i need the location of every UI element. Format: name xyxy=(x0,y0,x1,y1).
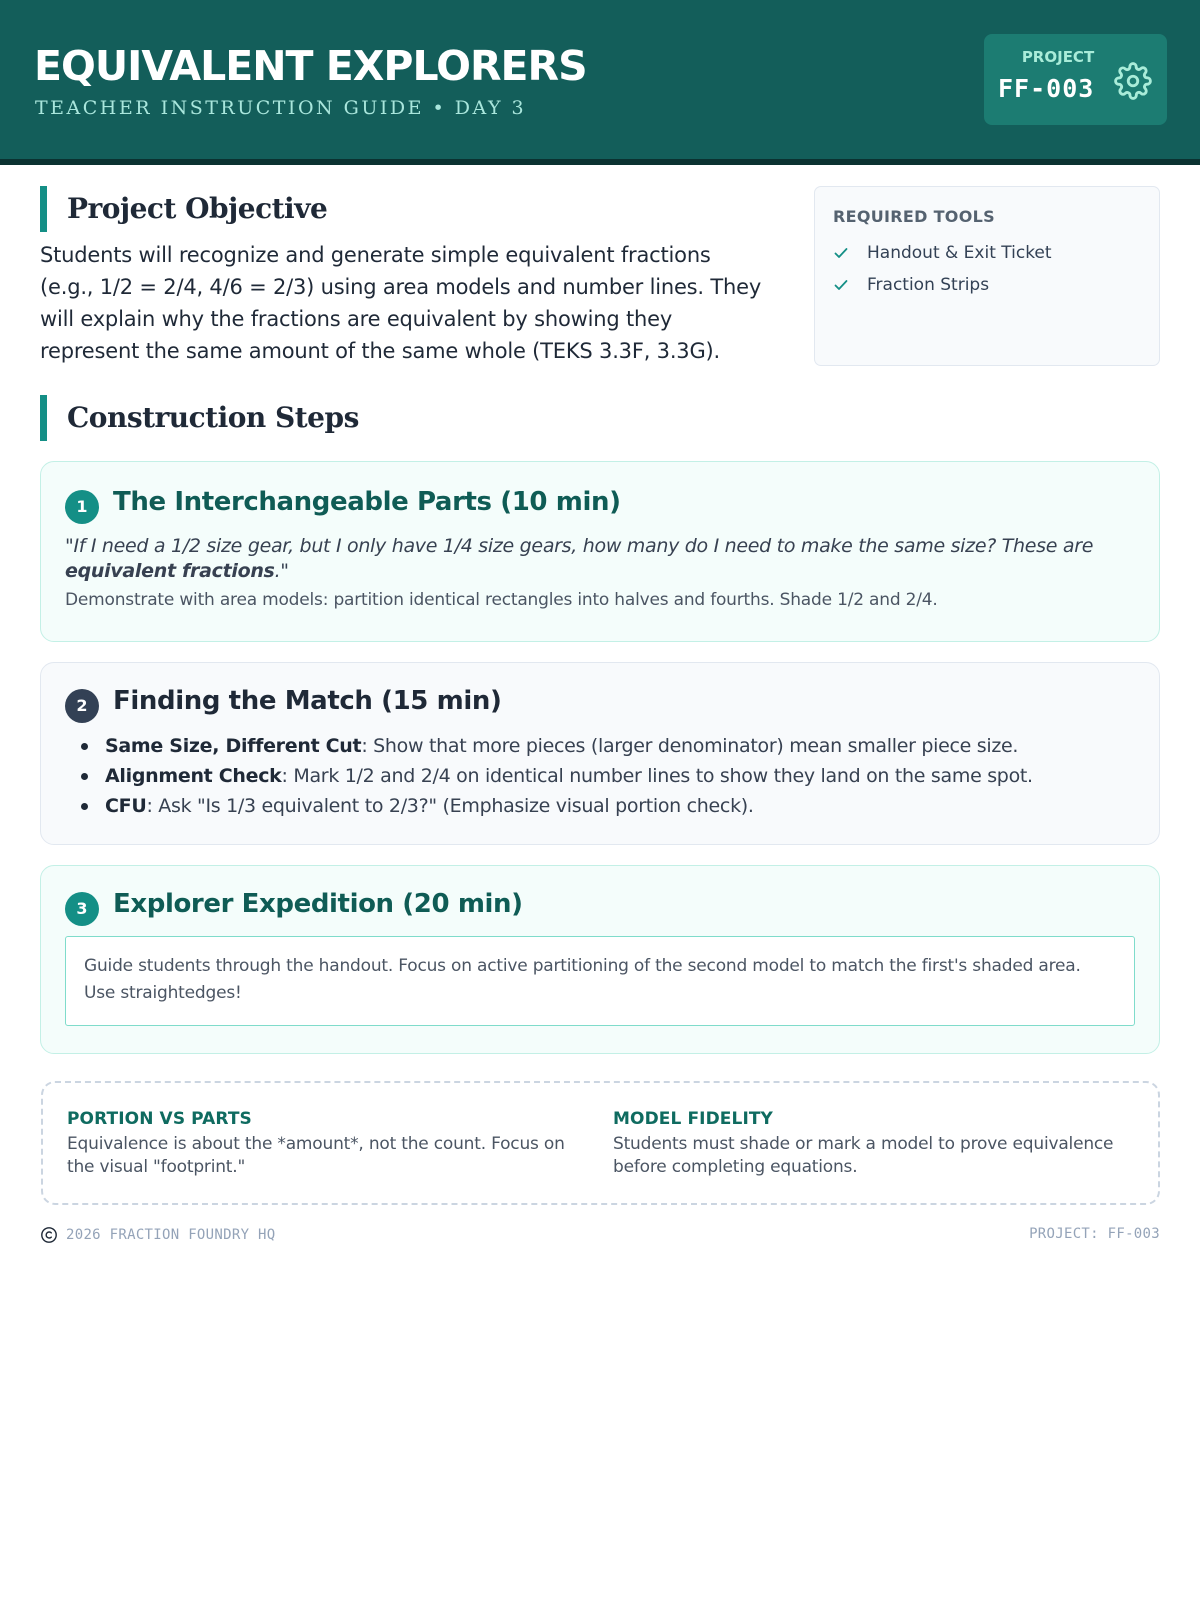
page-title: EQUIVALENT EXPLORERS xyxy=(34,42,587,90)
required-tools-title: REQUIRED TOOLS xyxy=(833,207,995,226)
required-tools-panel xyxy=(814,186,1160,366)
tool-label: Fraction Strips xyxy=(867,275,990,295)
step-number-badge: 3 xyxy=(65,892,99,926)
step-card-2 xyxy=(40,662,1160,845)
list-item xyxy=(105,761,1033,791)
step-card-3 xyxy=(40,865,1160,1054)
bullet-text: : Ask "Is 1/3 equivalent to 2/3?" (Emphasize visual portion check). xyxy=(146,795,754,817)
note-title: PORTION VS PARTS xyxy=(67,1109,252,1129)
bullet-term: CFU xyxy=(105,795,147,817)
check-icon xyxy=(833,277,849,293)
step-callout: Guide students through the handout. Focus on active partitioning of the second model to match the first's shaded area. Use straightedges! xyxy=(65,936,1135,1026)
objective-heading: Project Objective xyxy=(40,186,327,232)
copyright-text: 2026 FRACTION FOUNDRY HQ xyxy=(66,1227,276,1243)
note-title: MODEL FIDELITY xyxy=(613,1109,773,1129)
note-text: Students must shade or mark a model to prove equivalence before completing equations. xyxy=(613,1134,1114,1177)
bullet-text: : Show that more pieces (larger denominator) mean smaller piece size. xyxy=(361,735,1019,757)
step-card-1 xyxy=(40,461,1160,642)
quote-emphasis: equivalent fractions xyxy=(65,560,275,582)
page-header xyxy=(0,0,1200,165)
step-description: Demonstrate with area models: partition identical rectangles into halves and fourths. Shade 1/2 and 2/4. xyxy=(65,590,938,610)
gear-icon xyxy=(1114,62,1152,100)
project-label: PROJECT xyxy=(1021,48,1095,66)
bullet-term: Alignment Check xyxy=(105,765,282,787)
step-title: The Interchangeable Parts (10 min) xyxy=(113,487,621,517)
list-item xyxy=(833,269,1052,301)
tools-list xyxy=(833,237,1052,301)
project-badge xyxy=(984,34,1167,125)
copyright-icon xyxy=(40,1226,58,1244)
page-subtitle: TEACHER INSTRUCTION GUIDE • DAY 3 xyxy=(35,97,527,119)
check-icon xyxy=(833,245,849,261)
step-number-badge: 2 xyxy=(65,689,99,723)
quote-text-end: ." xyxy=(274,560,289,582)
quote-text: "If I need a 1/2 size gear, but I only have 1/4 size gears, how many do I need to make the same size? These are xyxy=(65,535,1094,557)
construction-heading: Construction Steps xyxy=(40,395,359,441)
bullet-term: Same Size, Different Cut xyxy=(105,735,362,757)
note-text: Equivalence is about the *amount*, not the count. Focus on the visual "footprint." xyxy=(67,1134,565,1177)
step-quote xyxy=(65,534,1135,584)
step-title: Finding the Match (15 min) xyxy=(113,686,502,716)
bullet-text: : Mark 1/2 and 2/4 on identical number lines to show they land on the same spot. xyxy=(281,765,1033,787)
note-portion-vs-parts xyxy=(67,1109,587,1179)
note-model-fidelity xyxy=(613,1109,1133,1179)
step-title: Explorer Expedition (20 min) xyxy=(113,889,523,919)
step-bullets xyxy=(105,731,1033,821)
list-item xyxy=(105,791,1033,821)
list-item xyxy=(833,237,1052,269)
footer-project-code: PROJECT: FF-003 xyxy=(1029,1226,1160,1242)
footer-copyright xyxy=(40,1226,276,1244)
list-item xyxy=(105,731,1033,761)
tool-label: Handout & Exit Ticket xyxy=(867,243,1052,263)
project-code: FF-003 xyxy=(998,74,1095,103)
teacher-notes-panel xyxy=(41,1081,1160,1205)
step-number-badge: 1 xyxy=(65,490,99,524)
objective-text: Students will recognize and generate simple equivalent fractions (e.g., 1/2 = 2/4, 4/6 = 2/3) using area models and number lines. They will explain why the fractions are equivalent by showing they represent the same amount of the same whole (TEKS 3.3F, 3.3G). xyxy=(40,243,762,363)
